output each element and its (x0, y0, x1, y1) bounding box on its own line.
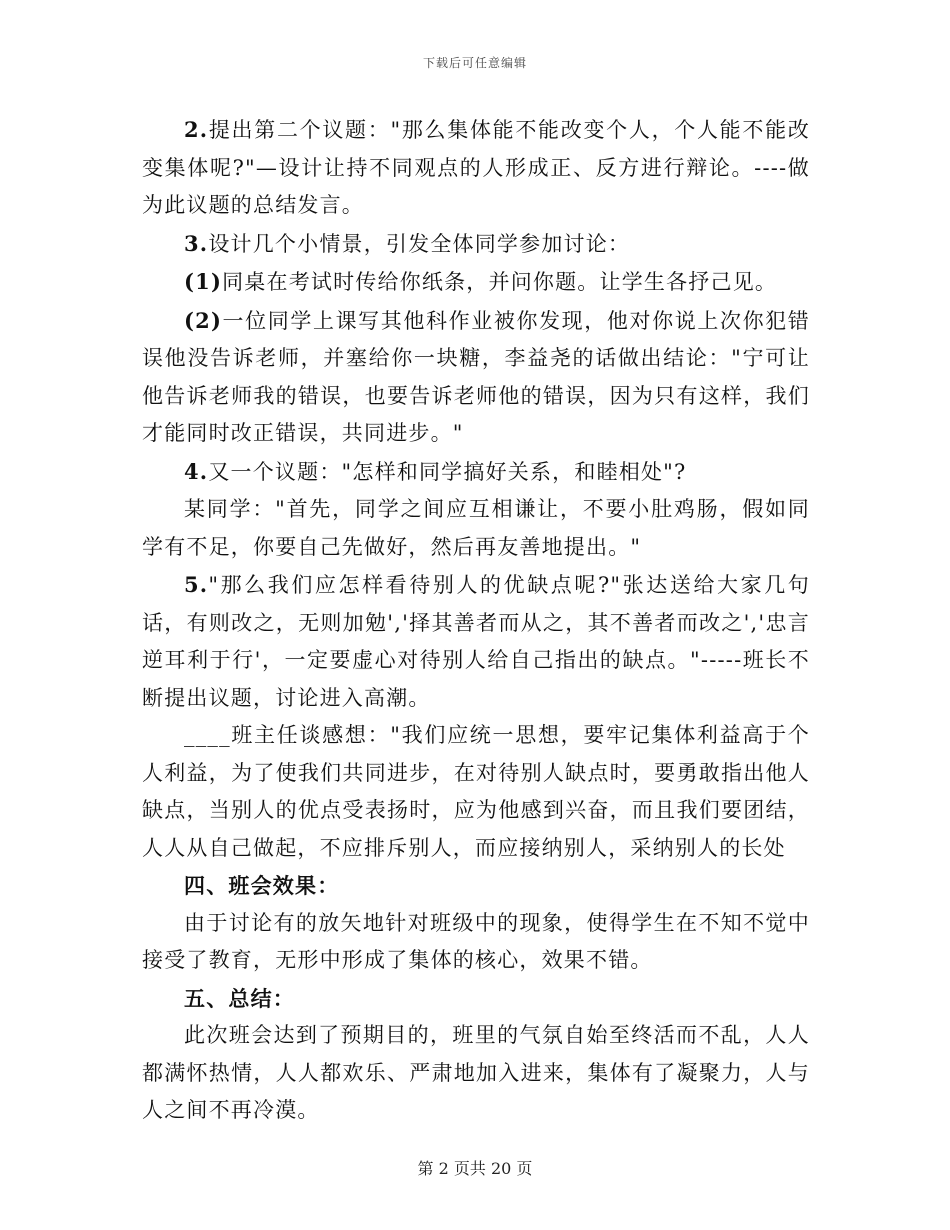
paragraph-topic-3 (142, 225, 810, 264)
paragraph-topic-2 (142, 111, 810, 225)
paragraph-text: "那么我们应怎样看待别人的优缺点呢?"张达送给大家几句话，有则改之，无则加勉','择其善者而从之，其不善者而改之','忠言逆耳利于行'，一定要虚心对待别人给自己指出的缺点。"-----班长不断提出议题，讨论进入高潮。 (142, 573, 810, 710)
item-number: (2) (184, 307, 223, 333)
paragraph-text: 一位同学上课写其他科作业被你发现，他对你说上次你犯错误他没告诉老师，并塞给你一块糖，李益尧的话做出结论："宁可让他告诉老师我的错误，也要告诉老师他的错误，因为只有这样，我们才能同时改正错误，共同进步。" (142, 308, 810, 445)
page-number: 第 2 页共 20 页 (417, 1159, 533, 1178)
item-number: 2. (184, 117, 209, 142)
paragraph-topic-4 (142, 453, 810, 492)
header-note: 下载后可任意编辑 (422, 56, 527, 70)
section-heading-effect: 四、班会效果： (184, 873, 340, 898)
paragraph-effect (142, 905, 810, 980)
item-number: 4. (184, 458, 209, 484)
item-number: 5. (184, 572, 209, 597)
paragraph-text: 某同学："首先，同学之间应互相谦让，不要小肚鸡肠，假如同学有不足，你要自己先做好，然后再友善地提出。" (142, 497, 810, 559)
paragraph-text: 此次班会达到了预期目的，班里的气氛自始至终活而不乱，人人都满怀热情，人人都欢乐、严肃地加入进来，集体有了凝聚力，人与人之间不再冷漠。 (142, 1023, 810, 1122)
item-number: (1) (184, 269, 223, 294)
paragraph-summary (142, 1017, 810, 1130)
paragraph-text: 同桌在考试时传给你纸条，并问你题。让学生各抒己见。 (222, 270, 778, 294)
item-number: 3. (184, 230, 209, 256)
paragraph-student-reply (142, 491, 810, 566)
paragraph-text: 提出第二个议题："那么集体能不能改变个人，个人能不能改变集体呢?"—设计让持不同观点的人形成正、反方进行辩论。----做为此议题的总结发言。 (142, 118, 810, 217)
paragraph-scenario-2 (142, 302, 810, 453)
paragraph-text: ____班主任谈感想："我们应统一思想，要牢记集体利益高于个人利益，为了使我们共同进步，在对待别人缺点时，要勇敢指出他人缺点，当别人的优点受表扬时，应为他感到兴奋，而且我们要团结，人人从自己做起，不应排斥别人，而应接纳别人，采纳别人的长处 (142, 723, 810, 860)
paragraph-text: 设计几个小情景，引发全体同学参加讨论： (208, 231, 631, 256)
paragraph-text: 由于讨论有的放矢地针对班级中的现象，使得学生在不知不觉中接受了教育，无形中形成了集体的核心，效果不错。 (142, 910, 810, 972)
section-heading-summary: 五、总结： (184, 985, 295, 1011)
paragraph-topic-5 (142, 566, 810, 717)
paragraph-scenario-1 (142, 263, 810, 302)
paragraph-text: 又一个议题："怎样和同学搞好关系，和睦相处"? (208, 459, 687, 484)
document-body (142, 111, 810, 1130)
paragraph-teacher-remarks (142, 717, 810, 867)
